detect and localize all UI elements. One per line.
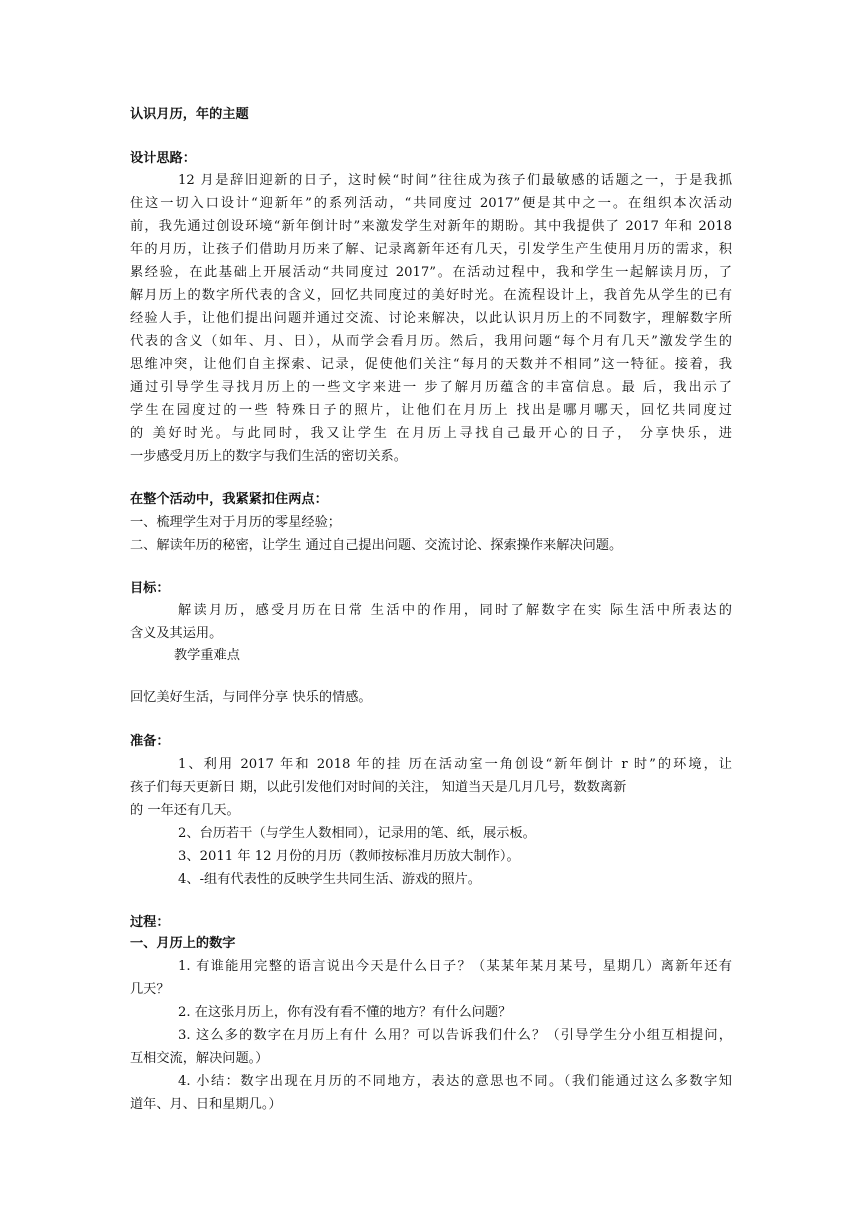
prep-line: 的 一年还有几天。 — [130, 803, 240, 818]
prep-heading: 准备： — [130, 734, 170, 749]
paragraph-line: 12 月是辞旧迎新的日子，这时候“时间”往往成为孩子们最敏感的话题之一，于是我抓 — [178, 173, 732, 188]
prep-line: 3、2011 年 12 月份的月历（教师按标准月历放大制作）。 — [178, 849, 520, 864]
process-line: 1. 有谁能用完整的语言说出今天是什么日子？（某某年某月某号，星期几）离新年还有 — [178, 959, 732, 974]
paragraph-line: 思维冲突，让他们自主探索、记录，促使他们关注“每月的天数并不相同”这一特征。接着，我 — [130, 357, 732, 372]
paragraph-line: 经验人手，让他们提出问题并通过交流、讨论来解决，以此认识月历上的不同数字，理解数字所 — [130, 311, 732, 326]
focus-item: 一、梳理学生对于月历的零星经验； — [130, 515, 341, 530]
prep-line: 2、台历若干（与学生人数相同），记录用的笔、纸，展示板。 — [178, 826, 536, 841]
prep-line: 孩子们每天更新日 期，以此引发他们对时间的关注， 知道当天是几月几号，数数离新 — [130, 780, 627, 795]
document-title: 认识月历，年的主题 — [130, 107, 249, 122]
paragraph-line: 学生在园度过的一些 特殊日子的照片，让他们在月历上 找出是哪月哪天，回忆共同度过 — [130, 403, 732, 418]
design-heading: 设计思路： — [130, 151, 196, 166]
goals-heading: 目标： — [130, 581, 170, 596]
paragraph-line: 的 美好时光。与此同时，我又让学生 在月历上寻找自己最开心的日子， 分享快乐，进 — [130, 426, 732, 441]
prep-line: 1、利用 2017 年和 2018 年的挂 历在活动室一角创设“新年倒计 r 时”的环境，让 — [178, 757, 732, 772]
process-line: 几天？ — [130, 982, 170, 997]
paragraph-line: 住这一切入口设计“迎新年”的系列活动，“共同度过 2017”便是其中之一。在组织本次活动 — [130, 196, 732, 211]
key-points-label: 教学重难点 — [174, 648, 240, 663]
paragraph-line: 年的月历，让孩子们借助月历来了解、记录离新年还有几天，引发学生产生使用月历的需求，积 — [130, 242, 732, 257]
process-line: 3. 这么多的数字在月历上有什 么用？可以告诉我们什么？（引导学生分小组互相提问， — [178, 1028, 732, 1043]
paragraph-line: 通过引导学生寻找月历上的一些文字来进一 步了解月历蕴含的丰富信息。最 后，我出示了 — [130, 380, 732, 395]
paragraph-line: 前，我先通过创设环境“新年倒计时”来激发学生对新年的期盼。其中我提供了 2017 年和 2018 — [130, 219, 732, 234]
paragraph-line: 一步感受月历上的数字与我们生活的密切关系。 — [130, 449, 407, 464]
paragraph-line: 解月历上的数字所代表的含义，回忆共同度过的美好时光。在流程设计上，我首先从学生的已有 — [130, 288, 732, 303]
paragraph-line: 累经验，在此基础上开展活动“共同度过 2017”。在活动过程中，我和学生一起解读月历，了 — [130, 265, 732, 280]
process-section-title: 一、月历上的数字 — [130, 936, 236, 951]
process-line: 4. 小结：数字出现在月历的不同地方，表达的意思也不同。（我们能通过这么多数字知 — [178, 1074, 732, 1089]
paragraph-line: 代表的含义（如年、月、日），从而学会看月历。然后，我用问题“每个月有几天”激发学生的 — [130, 334, 732, 349]
focus-heading: 在整个活动中，我紧紧扣住两点： — [130, 492, 328, 507]
prep-line: 4、-组有代表性的反映学生共同生活、游戏的照片。 — [178, 872, 481, 887]
process-line: 道年、月、日和星期几。） — [130, 1097, 282, 1112]
process-line: 2. 在这张月历上，你有没有看不懂的地方？有什么问题？ — [178, 1005, 512, 1020]
process-line: 互相交流，解决问题。） — [130, 1051, 269, 1066]
key-points-text: 回忆美好生活，与同伴分享 快乐的情感。 — [130, 690, 372, 705]
goals-line: 含义及其运用。 — [130, 626, 223, 641]
focus-item: 二、解读年历的秘密，让学生 通过自己提出问题、交流讨论、探索操作来解决问题。 — [130, 538, 623, 553]
goals-line: 解读月历，感受月历在日常 生活中的作用，同时了解数字在实 际生活中所表达的 — [178, 603, 732, 618]
process-heading: 过程： — [130, 915, 170, 930]
